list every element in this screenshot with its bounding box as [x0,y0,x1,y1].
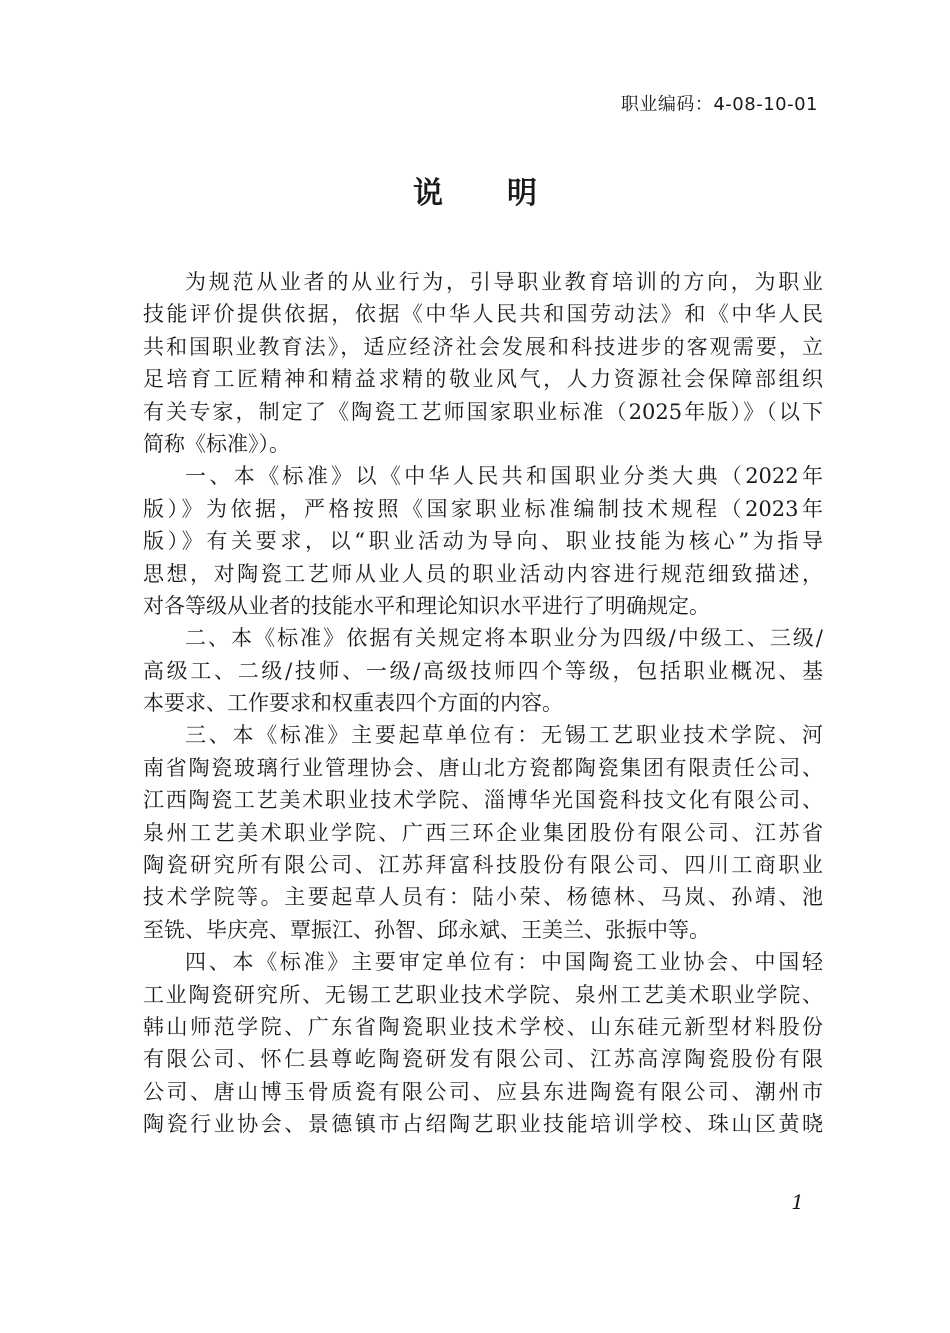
page-number: 1 [791,1190,804,1214]
paragraph [143,266,823,460]
page-title: 说明 [413,176,601,211]
text-line: 江西陶瓷工艺美术职业技术学院、淄博华光国瓷科技文化有限公司、 [143,788,823,813]
text-line: 南省陶瓷玻璃行业管理协会、唐山北方瓷都陶瓷集团有限责任公司、 [143,755,823,780]
text-line: 共和国职业教育法》，适应经济社会发展和科技进步的客观需要，立 [143,334,823,359]
text-line: 四、本《标准》主要审定单位有：中国陶瓷工业协会、中国轻 [185,950,823,975]
text-line: 至铣、毕庆亮、覃振江、孙智、邱永斌、王美兰、张振中等。 [143,917,710,942]
text-line: 陶瓷行业协会、景德镇市占绍陶艺职业技能培训学校、珠山区黄晓 [143,1112,823,1137]
paragraph [143,946,823,1140]
text-line: 公司、唐山博玉骨质瓷有限公司、应县东进陶瓷有限公司、潮州市 [143,1079,823,1104]
text-line: 二、本《标准》依据有关规定将本职业分为四级/中级工、三级/ [185,626,823,651]
text-line: 版）》有关要求，以“职业活动为导向、职业技能为核心”为指导 [143,529,823,554]
text-line: 泉州工艺美术职业学院、广西三环企业集团股份有限公司、江苏省 [143,820,823,845]
body-text [143,266,823,1141]
text-line: 高级工、二级/技师、一级/高级技师四个等级，包括职业概况、基 [143,658,823,683]
text-line: 工业陶瓷研究所、无锡工艺职业技术学院、泉州工艺美术职业学院、 [143,982,823,1007]
text-line: 思想，对陶瓷工艺师从业人员的职业活动内容进行规范细致描述， [143,561,823,586]
text-line: 技能评价提供依据，依据《中华人民共和国劳动法》和《中华人民 [143,302,823,327]
text-line: 有关专家，制定了《陶瓷工艺师国家职业标准（2025年版）》（以下 [143,399,823,424]
text-line: 三、本《标准》主要起草单位有：无锡工艺职业技术学院、河 [185,723,823,748]
text-line: 版）》为依据，严格按照《国家职业标准编制技术规程（2023年 [143,496,823,521]
text-line: 对各等级从业者的技能水平和理论知识水平进行了明确规定。 [143,593,710,618]
text-line: 简称《标准》）。 [143,431,290,456]
text-line: 本要求、工作要求和权重表四个方面的内容。 [143,691,563,716]
text-line: 韩山师范学院、广东省陶瓷职业技术学校、山东硅元新型材料股份 [143,1014,823,1039]
occupation-code: 职业编码：4-08-10-01 [620,94,818,115]
text-line: 一、本《标准》以《中华人民共和国职业分类大典（2022年 [185,464,823,489]
paragraph [143,622,823,719]
text-line: 有限公司、怀仁县尊屹陶瓷研发有限公司、江苏高淳陶瓷股份有限 [143,1047,823,1072]
text-line: 陶瓷研究所有限公司、江苏拜富科技股份有限公司、四川工商职业 [143,853,823,878]
paragraph [143,460,823,622]
paragraph [143,719,823,946]
text-line: 技术学院等。主要起草人员有：陆小荣、杨德林、马岚、孙靖、池 [143,885,823,910]
text-line: 足培育工匠精神和精益求精的敬业风气，人力资源社会保障部组织 [143,367,823,392]
text-line: 为规范从业者的从业行为，引导职业教育培训的方向，为职业 [185,270,823,294]
